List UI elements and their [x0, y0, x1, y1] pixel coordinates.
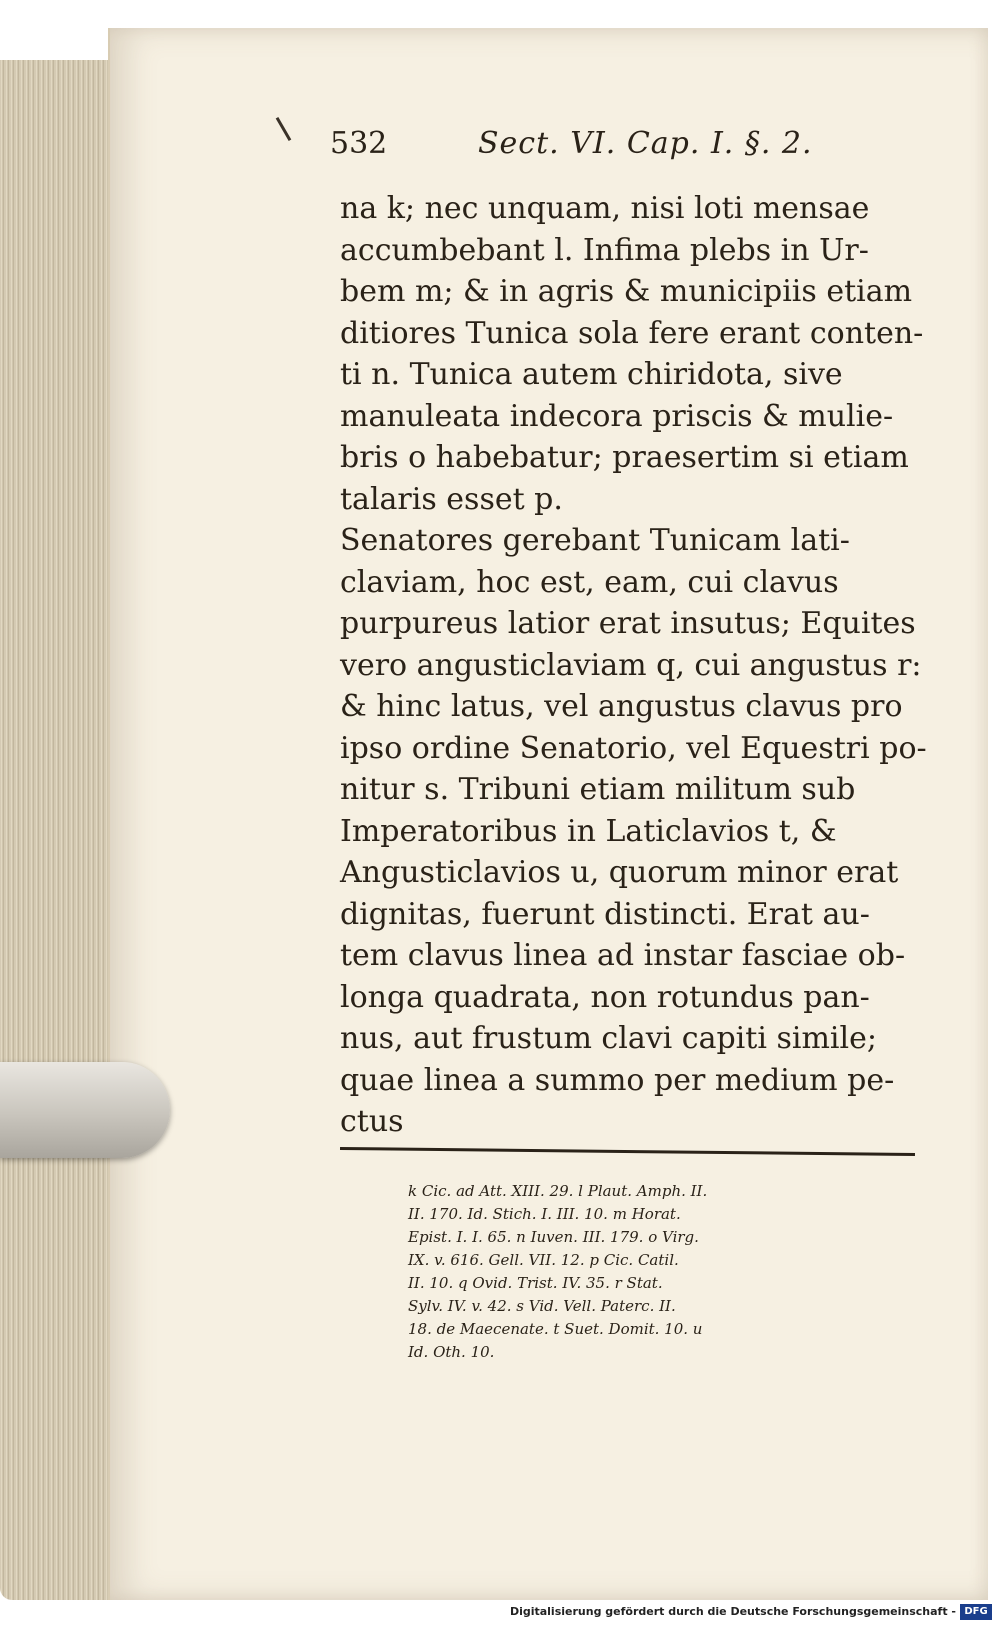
footnote-line: 18. de Maecenate. t Suet. Domit. 10. u [408, 1320, 703, 1338]
text-line: na k; nec unquam, nisi loti mensae [340, 191, 870, 226]
book-clip [0, 1062, 170, 1158]
text-line: nitur s. Tribuni etiam militum sub [340, 772, 856, 807]
text-line: purpureus latior erat insutus; Equites [340, 606, 916, 641]
funding-credit: Digitalisierung gefördert durch die Deutsche Forschungsgemeinschaft - [509, 1605, 956, 1618]
text-line: dignitas, fuerunt distincti. Erat au- [340, 896, 870, 932]
text-line: Senatores gerebant Tunicam lati- [340, 523, 850, 558]
text-line: Imperatoribus in Laticlavios t, & [340, 813, 837, 849]
main-text [340, 188, 925, 1143]
running-header [330, 126, 890, 176]
text-line: talaris esset p. [340, 481, 563, 517]
text-line: ti n. Tunica autem chiridota, sive [340, 357, 843, 392]
footnote-line: Sylv. IV. v. 42. s Vid. Vell. Paterc. II. [408, 1297, 676, 1315]
section-title: Sect. VI. Cap. I. §. 2. [478, 126, 813, 161]
footnote-line: II. 10. q Ovid. Trist. IV. 35. r Stat. [408, 1274, 663, 1292]
text-line: manuleata indecora priscis & mulie- [340, 398, 894, 434]
text-line: ditiores Tunica sola fere erant conten- [340, 315, 924, 351]
text-line: tem clavus linea ad instar fasciae ob- [340, 938, 906, 973]
page-number: 532 [330, 126, 388, 161]
footnote-line: Epist. I. I. 65. n Iuven. III. 179. o Virg. [408, 1228, 699, 1246]
footnote-line: Id. Oth. 10. [408, 1343, 495, 1361]
footnote-line: II. 170. Id. Stich. I. III. 10. m Horat. [408, 1205, 681, 1223]
text-line: bris o habebatur; praesertim si etiam [340, 440, 909, 475]
text-line: quae linea a summo per medium pe- [340, 1062, 895, 1098]
text-line: vero angusticlaviam q, cui angustus r: [340, 647, 922, 683]
text-line: Angusticlavios u, quorum minor erat [340, 855, 899, 890]
text-line: nus, aut frustum clavi capiti simile; [340, 1021, 877, 1056]
text-line: claviam, hoc est, eam, cui clavus [340, 564, 839, 600]
digitization-footer [0, 1600, 1000, 1625]
dfg-logo: DFG [960, 1604, 992, 1620]
footnotes [408, 1180, 928, 1364]
footnote-line: IX. v. 616. Gell. VII. 12. p Cic. Catil. [408, 1251, 679, 1269]
text-line: longa quadrata, non rotundus pan- [340, 979, 870, 1015]
text-line: & hinc latus, vel angustus clavus pro [340, 689, 903, 724]
page-edges [0, 60, 110, 1600]
text-line: bem m; & in agris & municipiis etiam [340, 274, 913, 309]
text-line: accumbebant l. Infima plebs in Ur- [340, 232, 869, 268]
text-line: ipso ordine Senatorio, vel Equestri po- [340, 730, 927, 766]
text-line: ctus [340, 1104, 404, 1139]
footnote-line: k Cic. ad Att. XIII. 29. l Plaut. Amph. II. [408, 1182, 708, 1200]
